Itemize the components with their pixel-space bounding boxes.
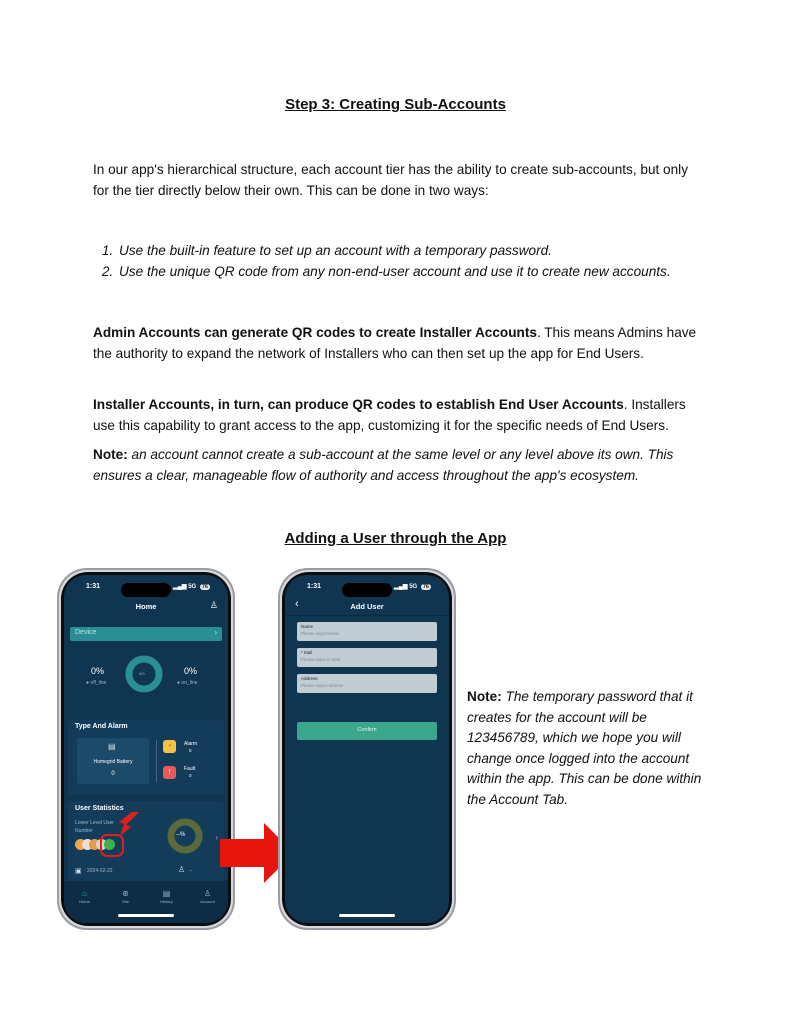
address-field-label: Address — [301, 676, 318, 681]
offline-value: 0% — [91, 666, 105, 676]
header-divider — [285, 615, 449, 616]
installer-paragraph — [93, 395, 703, 436]
tab-bar — [64, 889, 228, 913]
chevron-right-icon[interactable]: › — [215, 833, 218, 842]
installer-bold-text: Installer Accounts, in turn, can produce QR codes to establish End User Accounts — [93, 397, 624, 412]
address-field[interactable] — [297, 674, 437, 693]
tab-account[interactable]: ♙ Account — [193, 889, 223, 913]
add-user-highlight[interactable] — [100, 834, 124, 857]
intro-paragraph: In our app's hierarchical structure, each account tier has the ability to create sub-accounts, but only for the tier directly below their own. This can be done in two ways: — [93, 162, 688, 198]
card-divider — [156, 740, 157, 782]
user-count: -- — [189, 868, 193, 874]
steps-list — [93, 241, 733, 282]
history-icon: ▤ — [162, 889, 171, 898]
name-field-placeholder: Please input Name — [301, 631, 340, 636]
battery-type-label: Homegrid Battery — [93, 759, 133, 765]
admin-text: . This means Admins have the authority to expand the network of Installers who can then set up the app for End Users. — [93, 325, 697, 361]
step-item: 1. Use the built-in feature to set up an account with a temporary password. — [117, 241, 733, 262]
dynamic-island — [121, 583, 171, 597]
confirm-button[interactable] — [297, 722, 437, 740]
section-title: Adding a User through the App — [284, 530, 507, 547]
signal-icon: ▂▄▆ — [394, 584, 408, 590]
screen-title: Home — [135, 602, 157, 611]
mail-field-label: * Mail — [301, 650, 313, 655]
home-screen — [64, 575, 228, 923]
mail-field[interactable] — [297, 648, 437, 667]
chevron-right-icon: › — [214, 628, 217, 637]
name-field[interactable] — [297, 622, 437, 641]
fault-value: 0 — [189, 773, 192, 778]
note-label: Note: — [93, 447, 128, 462]
online-label: ● on_line — [177, 680, 198, 686]
user-stats-card — [68, 801, 224, 883]
tab-history[interactable]: ▤ History — [152, 889, 182, 913]
status-icons — [394, 583, 431, 590]
network-label: 5G — [188, 584, 197, 590]
device-label: Device — [75, 629, 97, 636]
type-alarm-title: Type And Alarm — [75, 723, 128, 730]
date-label: 2024-02-22 — [87, 868, 113, 874]
donut-label: 0/0 — [139, 671, 145, 676]
alarm-label: Alarm — [184, 741, 198, 747]
user-stats-title: User Statistics — [75, 805, 124, 812]
offline-label: ● off_line — [86, 680, 107, 686]
alarm-value: 0 — [189, 748, 192, 753]
user-gauge — [166, 817, 204, 855]
fault-icon: ! — [163, 766, 176, 779]
number-label: Number — [75, 828, 93, 834]
status-icons — [173, 583, 210, 590]
calendar-icon: ▣ — [75, 868, 82, 875]
status-time: 1:31 — [86, 583, 101, 590]
home-indicator — [339, 914, 395, 917]
battery-icon: 76 — [201, 584, 208, 590]
screen-title: Add User — [350, 602, 384, 611]
admin-paragraph — [93, 323, 703, 364]
battery-type-value: 0 — [111, 771, 115, 777]
site-icon: ⊛ — [122, 889, 129, 898]
add-user-phone — [278, 568, 456, 930]
back-chevron-icon[interactable]: ‹ — [295, 598, 299, 610]
gauge-label: --% — [176, 832, 186, 838]
mail-field-placeholder: Please input E-mail — [301, 657, 340, 662]
add-user-screen — [285, 575, 449, 923]
account-icon: ♙ — [203, 889, 212, 898]
add-user-icon[interactable]: ♙ — [209, 600, 218, 610]
note-paragraph — [93, 445, 703, 486]
battery-icon: 76 — [422, 584, 429, 590]
fault-label: Fault — [184, 766, 196, 772]
page-title: Step 3: Creating Sub-Accounts — [285, 96, 506, 113]
annotation-arrow-icon — [118, 811, 140, 837]
step-item: 2. Use the unique QR code from any non-end-user account and use it to create new accounts. — [117, 262, 733, 283]
note-text: an account cannot create a sub-account at the same level or any level above its own. This ensures a clear, manageable flow of authority and access throughout the app's ecosystem. — [93, 447, 674, 483]
lower-level-label: Lower Level User — [75, 820, 114, 826]
battery-type-card[interactable] — [77, 738, 149, 784]
home-icon: ⌂ — [82, 889, 87, 898]
tab-home[interactable]: ⌂ Home — [70, 889, 100, 913]
side-note-text: The temporary password that it creates for the account will be 123456789, which we hope you will change once logged into the account within the app. This can be done within the Account Tab. — [467, 689, 702, 807]
network-label: 5G — [409, 584, 418, 590]
type-alarm-card — [68, 720, 224, 795]
signal-icon: ▂▄▆ — [173, 584, 187, 590]
installer-text: . Installers use this capability to grant access to the app, customizing it for the specific needs of End Users. — [93, 397, 686, 433]
admin-bold-text: Admin Accounts can generate QR codes to create Installer Accounts — [93, 325, 537, 340]
name-field-label: Name — [301, 624, 314, 629]
side-note-label: Note: — [467, 689, 502, 704]
side-note — [467, 687, 702, 810]
dynamic-island — [342, 583, 392, 597]
user-icon: ♙ — [178, 865, 186, 874]
tab-site[interactable]: ⊛ Site — [111, 889, 141, 913]
address-field-placeholder: Please input Address — [301, 683, 344, 688]
status-time: 1:31 — [307, 583, 322, 590]
home-indicator — [118, 914, 174, 917]
device-donut — [124, 654, 164, 694]
battery-grid-icon: ▤ — [108, 742, 116, 751]
alarm-icon: ◔ — [163, 740, 176, 753]
home-phone — [57, 568, 235, 930]
confirm-label: Confirm — [357, 727, 377, 733]
device-bar[interactable] — [70, 627, 222, 641]
online-value: 0% — [184, 666, 198, 676]
